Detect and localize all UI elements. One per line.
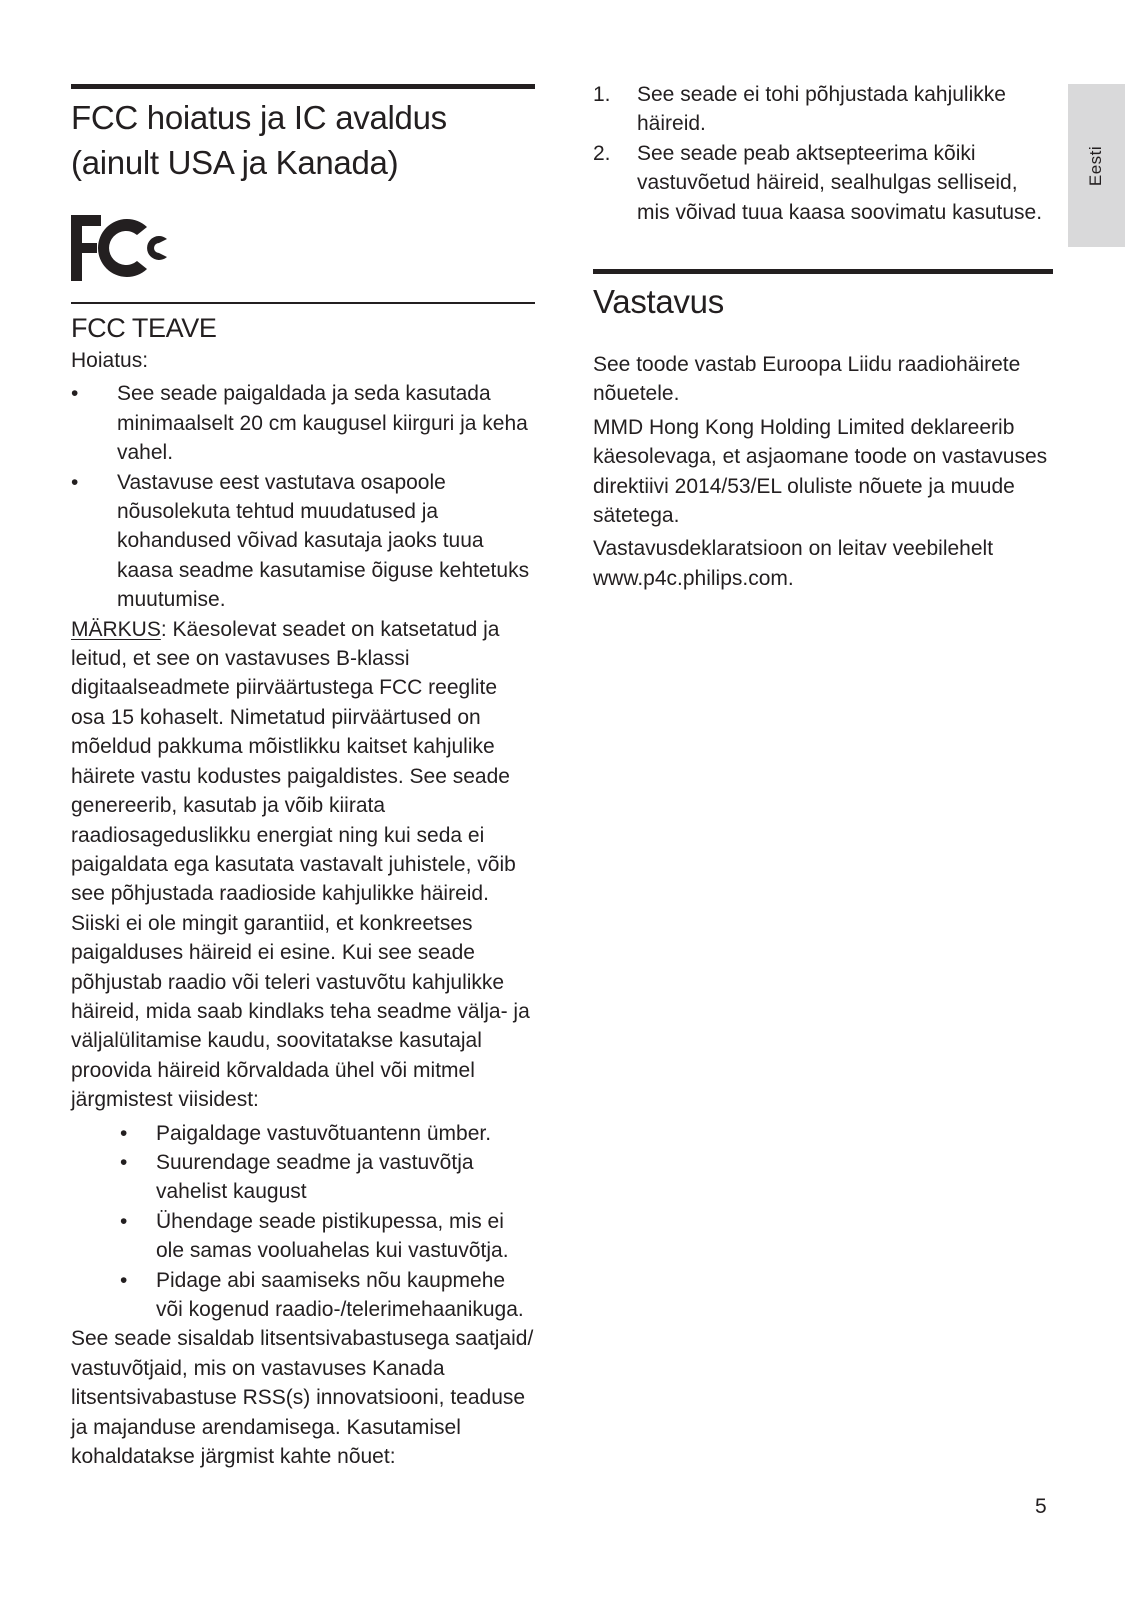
bullet-icon: •: [120, 1209, 128, 1233]
section-rule: [71, 302, 535, 304]
section-title: Vastavus: [593, 283, 724, 321]
conditions-list: [593, 80, 1053, 227]
list-item: • Vastavuse eest vastutava osapoole nõusolekuta tehtud muudatused ja kohandused võivad kasutaja jaoks tuua kaasa seadme kasutamise õiguse kehtetuks muutumise.: [71, 468, 535, 615]
warning-list: [71, 379, 535, 614]
bullet-icon: •: [120, 1150, 128, 1174]
list-item: • Ühendage seade pistikupessa, mis ei ole samas vooluahelas kui vastuvõtja.: [71, 1207, 535, 1266]
measures-list: [71, 1119, 535, 1325]
page-title-line-2: (ainult USA ja Kanada): [71, 144, 399, 181]
list-item: • Pidage abi saamiseks nõu kaupmehe või kogenud raadio-/telerimehaanikuga.: [71, 1266, 535, 1325]
page-number: 5: [1035, 1495, 1047, 1518]
list-item: 2. See seade peab aktsepteerima kõiki vastuvõetud häireid, sealhulgas selliseid, mis võivad tuua kaasa soovimatu kasutuse.: [593, 139, 1053, 227]
section-rule: [71, 84, 535, 89]
paragraph: MMD Hong Kong Holding Limited deklareerib käesolevaga, et asjaomane toode on vastavuses direktiivi 2014/53/EL oluliste nõuete ja muude sätetega.: [593, 415, 1048, 528]
language-tab-label: Eesti: [1086, 145, 1106, 186]
list-number: 2.: [593, 141, 611, 165]
fcc-body: [71, 346, 535, 1471]
note-label: MÄRKUS: [71, 617, 161, 641]
bullet-icon: •: [120, 1121, 128, 1145]
paragraph: Vastavusdeklaratsioon on leitav veebilehelt www.p4c.philips.com.: [593, 537, 994, 590]
page-title-line-1: FCC hoiatus ja IC avaldus: [71, 99, 447, 136]
canada-paragraph: See seade sisaldab litsentsivabastusega saatjaid/ vastuvõtjaid, mis on vastavuses Kanada litsentsivabastuse RSS(s) innovatsiooni, teaduse ja majanduse arendamisega. Kasutamisel kohaldatakse järgmist kahte nõuet:: [71, 1327, 534, 1469]
paragraph: See toode vastab Euroopa Liidu raadiohäirete nõuetele.: [593, 353, 1021, 406]
left-column: [71, 84, 535, 1471]
fcc-logo-icon: [71, 213, 171, 283]
note-text: : Käesolevat seadet on katsetatud ja leitud, et see on vastavuses B-klassi digitaalseadmete piirväärtustega FCC reeglite osa 15 kohaselt. Nimetatud piirväärtused on mõeldud pakkuma mõistlikku kaitset kahjulike häirete vastu kodustes paigaldistes. See seade genereerib, kasutab ja võib kiirata raadiosageduslikku energiat ning kui seda ei paigaldata ega kasutata vastavalt juhistele, võib see põhjustada raadioside kahjulikke häireid. Siiski ei ole mingit garantiid, et konkreetses paigalduses häireid ei esine. Kui see seade põhjustab raadio või teleri vastuvõtu kahjulikke häireid, mida saab kindlaks teha seadme välja- ja väljalülitamise kaudu, soovitatakse kasutajal proovida häireid kõrvaldada ühel või mitmel järgmistest viisidest:: [71, 617, 530, 1112]
right-column: [593, 80, 1053, 597]
list-item: • Suurendage seadme ja vastuvõtja vahelist kaugust: [71, 1148, 535, 1207]
bullet-icon: •: [71, 470, 79, 494]
bullet-icon: •: [71, 382, 79, 406]
list-number: 1.: [593, 83, 611, 106]
section-heading: FCC TEAVE: [71, 313, 217, 343]
note-paragraph: [71, 615, 535, 1115]
warning-label: Hoiatus:: [71, 349, 149, 372]
list-item: 1. See seade ei tohi põhjustada kahjulikke häireid.: [593, 80, 1053, 139]
section-rule: [593, 269, 1053, 274]
page-title: [71, 95, 535, 185]
bullet-icon: •: [120, 1268, 128, 1292]
list-item: • Paigaldage vastuvõtuantenn ümber.: [71, 1119, 535, 1148]
compliance-body: [593, 350, 1053, 593]
language-tab: [1068, 84, 1125, 247]
list-item: • See seade paigaldada ja seda kasutada minimaalselt 20 cm kaugusel kiirguri ja keha vahel.: [71, 379, 535, 467]
